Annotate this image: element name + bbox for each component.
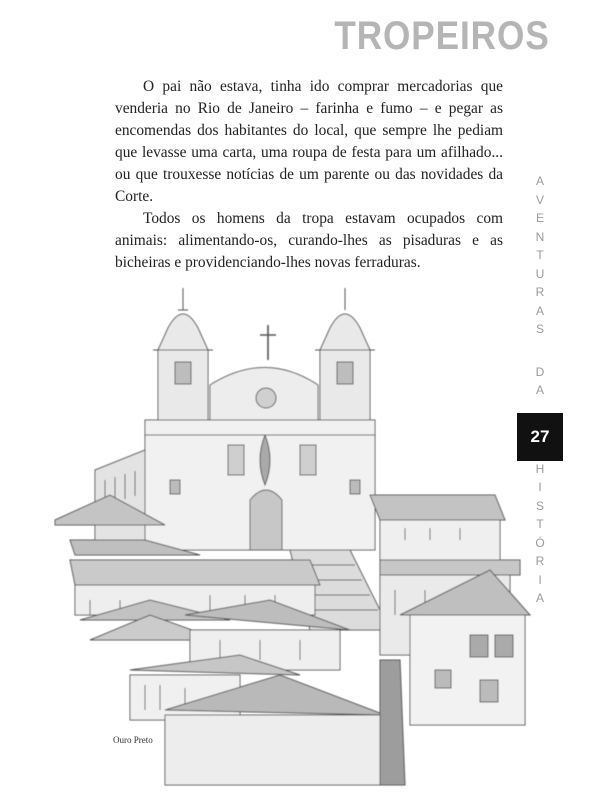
side-letter: A [535,174,544,188]
side-letter: A [535,303,544,318]
side-letter: A [535,383,544,397]
side-letter: T [536,248,544,262]
book-title-header: TROPEIROS [334,14,550,58]
side-letter: N [535,229,545,244]
side-letter: R [535,285,545,299]
side-letter: D [535,364,545,379]
side-letter: I [538,572,542,587]
page-number-badge: 27 [517,413,563,461]
side-letter: R [535,554,545,568]
side-letter: I [538,480,542,494]
side-letter: Ó [535,535,545,550]
body-text [115,76,503,274]
side-letter: H [535,461,545,476]
paragraph-1: O pai não estava, tinha ido comprar mercadorias que venderia no Rio de Janeiro – farinha e fumo – e pegar as encomendas dos habitantes do local, que sempre lhe pediam que levasse uma carta, uma roupa de festa para um afilhado... ou que trouxesse notícias de um parente ou das novidades da Corte. [115,78,503,205]
side-letter: T [536,517,544,531]
side-letter: U [535,266,545,281]
church-illustration [50,270,540,790]
paragraph-2: Todos os homens da tropa estavam ocupados com animais: alimentando-os, curando-lhes as pisaduras e as bicheiras e providenciando-lhes novas ferraduras. [115,210,503,271]
side-letter: V [535,192,544,207]
side-letter: E [535,211,544,225]
side-letter: S [535,498,544,513]
side-letter: A [535,591,544,605]
illustration-caption: Ouro Preto [113,735,153,745]
side-letter: S [535,322,544,336]
